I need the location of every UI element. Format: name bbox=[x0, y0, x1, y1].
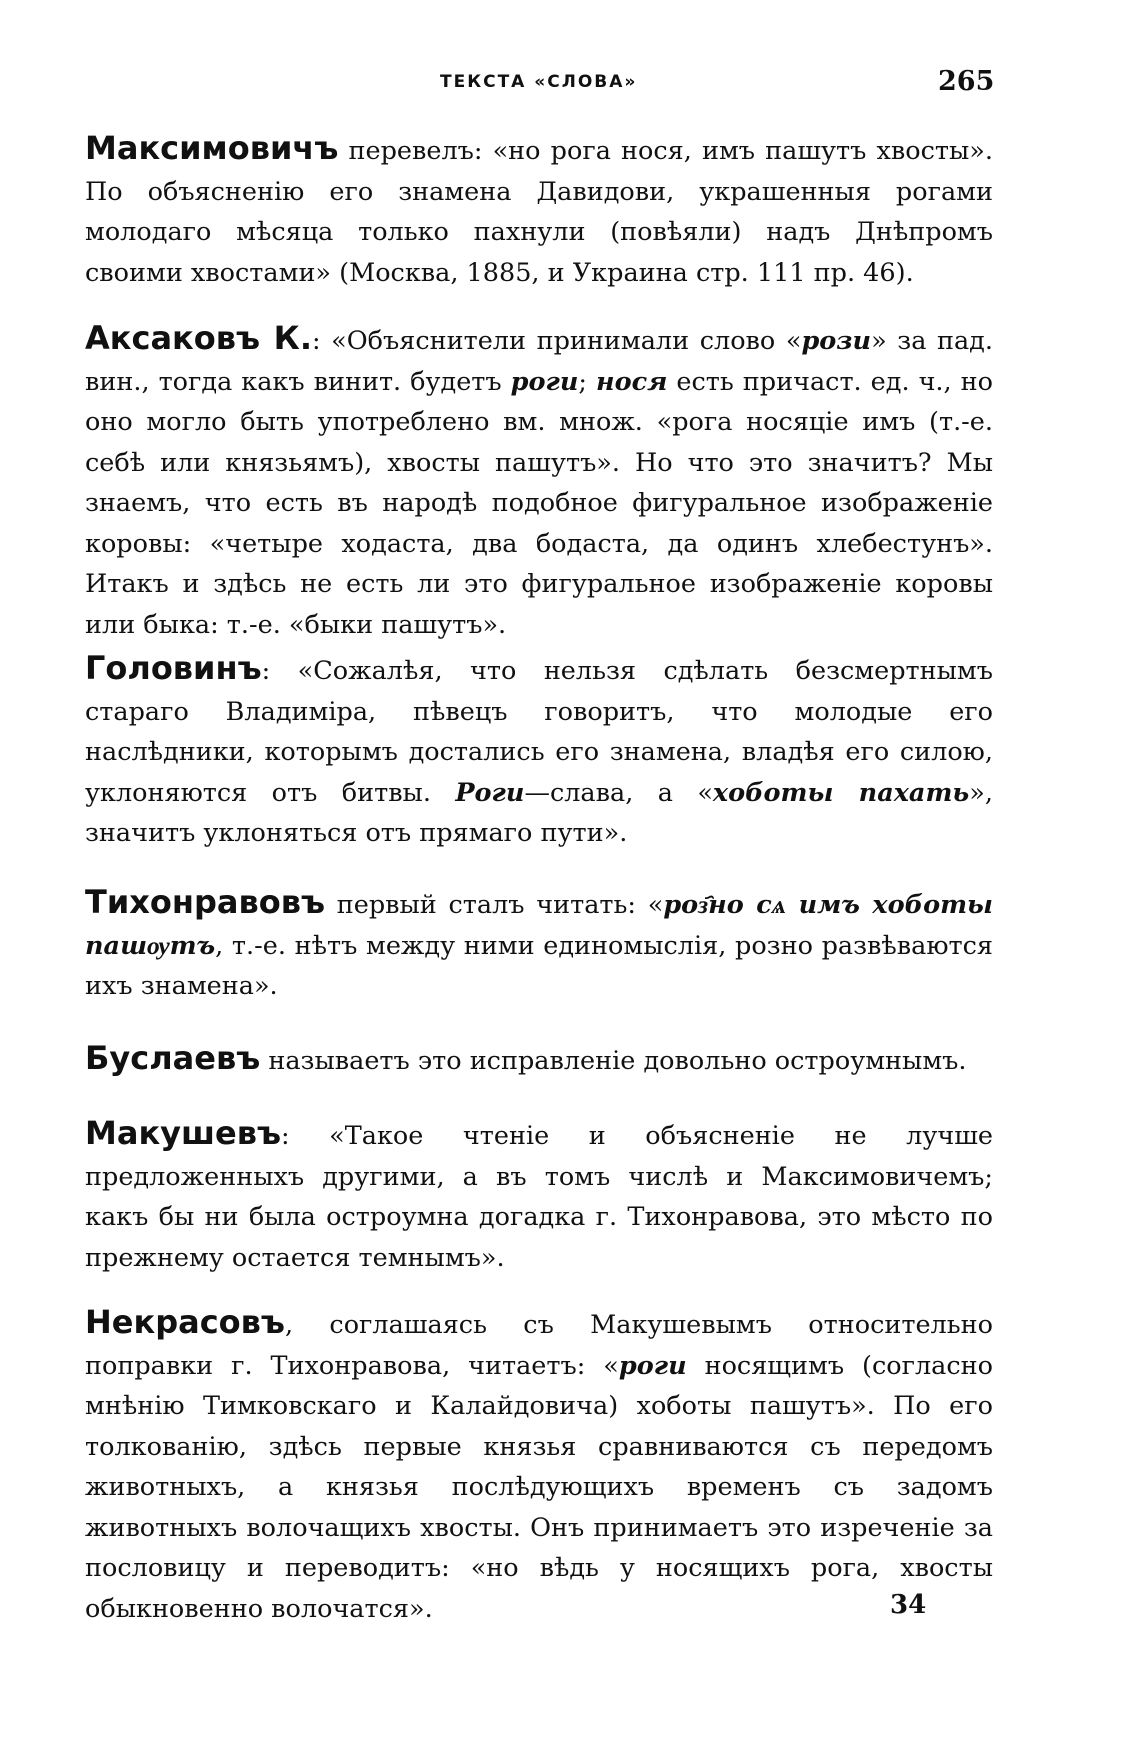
paragraph-text: носящимъ (согласно мнѣнію Тимковскаго и Калайдовича) хоботы пашутъ». По его толкованію, здѣсь первые князья сравниваются съ передомъ животныхъ, а князья послѣдующихъ временъ съ задомъ животныхъ волочащихъ хвосты. Онъ принимаетъ это изреченіе за пословицу и переводитъ: «но вѣдь у носящихъ рога, хвосты обыкновенно волочатся». bbox=[85, 1350, 993, 1624]
author-name: Аксаковъ К. bbox=[85, 319, 312, 357]
paragraph-text: называетъ это исправленіе довольно остроумнымъ. bbox=[260, 1046, 967, 1076]
paragraph-text: » за пад. вин., тогда какъ винит. будетъ bbox=[85, 326, 993, 397]
paragraph-text: : «Такое чтеніе и объясненіе не лучше предложенныхъ другими, а въ томъ числѣ и Максимовичемъ; какъ бы ни была остроумна догадка г. Тихонравова, это мѣсто по прежнему остается темнымъ». bbox=[85, 1121, 993, 1273]
paragraph-text: ; bbox=[578, 366, 596, 397]
quoted-word: хоботы пахать bbox=[712, 777, 970, 808]
paragraph-makushev bbox=[85, 1113, 993, 1278]
signature-mark: 34 bbox=[890, 1590, 927, 1620]
paragraph-text: , т.-е. нѣтъ между ними единомыслія, розно развѣваются ихъ знамена». bbox=[85, 930, 993, 1001]
author-name: Буслаевъ bbox=[85, 1039, 261, 1077]
paragraph-text: первый сталъ читать: « bbox=[325, 890, 664, 920]
paragraph-buslaev bbox=[85, 1038, 993, 1082]
paragraph-nekrasov bbox=[85, 1302, 993, 1629]
running-title: ТЕКСТА «СЛОВА» bbox=[440, 72, 638, 92]
quoted-word: Роги bbox=[455, 777, 525, 808]
quoted-word: роги bbox=[510, 366, 579, 397]
paragraph-text: есть причаст. ед. ч., но оно могло быть употреблено вм. множ. «рога носяціе имъ (т.-е. себѣ или князьямъ), хвосты пашутъ». Но что это значитъ? Мы знаемъ, что есть въ народѣ подобное фигуральное изображеніе коровы: «четыре ходаста, два бодаста, да одинъ хлебестунъ». Итакъ и здѣсь не есть ли это фигуральное изображеніе коровы или быка: т.-е. «быки пашутъ». bbox=[85, 366, 993, 640]
author-name: Макушевъ bbox=[85, 1114, 281, 1152]
author-name: Тихонравовъ bbox=[85, 883, 326, 921]
author-name: Головинъ bbox=[85, 649, 262, 687]
quoted-word: роги bbox=[618, 1350, 687, 1381]
paragraph-text: : «Сожалѣя, что нельзя сдѣлать безсмертнымъ стараго Владиміра, пѣвецъ говоритъ, что молодые его наслѣдники, которымъ достались его знамена, владѣя его силою, уклоняются отъ битвы. bbox=[85, 656, 993, 808]
quoted-word: рози bbox=[801, 326, 872, 356]
paragraph-text: перевелъ: «но рога нося, имъ пашутъ хвосты». По объясненію его знамена Давидови, украшенныя рогами молодаго мѣсяца только пахнули (повѣяли) надъ Днѣпромъ своими хвостами» (Москва, 1885, и Украина стр. 111 пр. 46). bbox=[85, 136, 993, 288]
paragraph-text: , соглашаясь съ Макушевымъ относительно поправки г. Тихонравова, читаетъ: « bbox=[85, 1310, 993, 1381]
paragraph-golovin bbox=[85, 648, 993, 854]
paragraph-maksimovich bbox=[85, 128, 993, 293]
church-slavonic-quote: роз҄но сѧ имъ хоботы пашѹтъ bbox=[85, 890, 994, 961]
author-name: Некрасовъ bbox=[85, 1303, 285, 1341]
page-number: 265 bbox=[938, 66, 995, 97]
paragraph-tikhonravov bbox=[85, 882, 993, 1007]
paragraph-text: : «Объяснители принимали слово « bbox=[311, 326, 802, 356]
paragraph-aksakov bbox=[85, 318, 993, 645]
paragraph-text: —слава, а « bbox=[524, 777, 713, 808]
author-name: Максимовичъ bbox=[85, 129, 339, 167]
paragraph-text: », значитъ уклоняться отъ прямаго пути». bbox=[85, 777, 993, 848]
quoted-word: нося bbox=[596, 366, 668, 397]
